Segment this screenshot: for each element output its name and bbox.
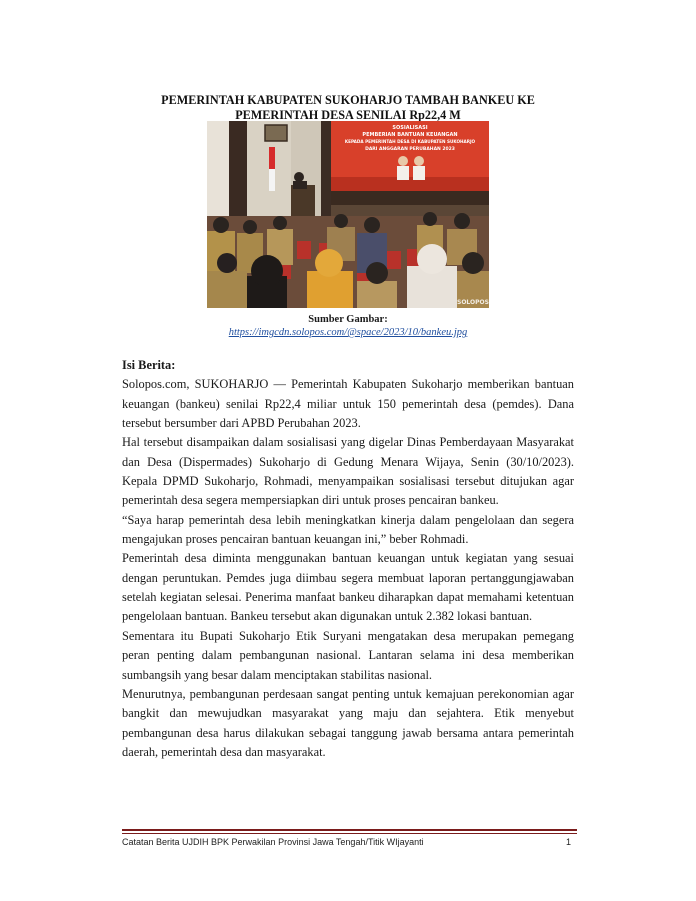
image-source-label: Sumber Gambar: bbox=[308, 314, 388, 325]
paragraph-2: Hal tersebut disampaikan dalam sosialisasi yang digelar Dinas Pemberdayaan Masyarakat dan Desa (Dispermades) Sukoharjo di Gedung Menara Wijaya, Senin (30/10/2023). Kepala DPMD Sukoharjo, Rohmadi, menyampaikan sosialisasi tersebut ditujukan agar pemerintah desa segera mempersiapkan diri untuk proses pencairan bankeu. bbox=[122, 435, 574, 508]
paragraph-3: “Saya harap pemerintah desa lebih meningkatkan kinerja dalam pengelolaan dan segera mengajukan proses pencairan bantuan keuangan ini,” beber Rohmadi. bbox=[122, 512, 574, 547]
banner-line-2: PEMBERIAN BANTUAN KEUANGAN bbox=[362, 132, 458, 138]
section-heading: Isi Berita: bbox=[122, 358, 176, 372]
banner-line-4: DARI ANGGARAN PERUBAHAN 2023 bbox=[365, 147, 455, 152]
banner-line-1: SOSIALISASI bbox=[392, 125, 428, 131]
article-title: PEMERINTAH KABUPATEN SUKOHARJO TAMBAH BANKEU KE PEMERINTAH DESA SENILAI Rp22,4 M bbox=[161, 93, 535, 122]
photo-watermark: SOLOPOS bbox=[457, 299, 489, 306]
paragraph-5: Sementara itu Bupati Sukoharjo Etik Suryani mengatakan desa merupakan pemegang peran penting dalam pembangunan nasional. Lantaran selama ini desa memberikan sumbangsih yang besar dalam menciptakan stabilitas nasional. bbox=[122, 628, 574, 682]
image-source-link[interactable]: https://imgcdn.solopos.com/@space/2023/10/bankeu.jpg bbox=[228, 327, 468, 338]
article-body bbox=[122, 356, 574, 762]
banner-line-3: KEPADA PEMERINTAH DESA DI KABUPATEN SUKOHARJO bbox=[344, 139, 476, 144]
paragraph-4: Pemerintah desa diminta menggunakan bantuan keuangan untuk kegiatan yang sesuai dengan peruntukan. Pemdes juga diimbau segera membuat laporan pertanggungjawaban setelah kegiatan selesai. Penerima manfaat bankeu diharapkan dapat memahami ketentuan pengelolaan bantuan. Bankeu tersebut akan digunakan untuk 2.382 lokasi bantuan. bbox=[122, 551, 574, 624]
footer-divider-thin bbox=[122, 833, 577, 834]
paragraph-6: Menurutnya, pembangunan perdesaan sangat penting untuk kemajuan perekonomian agar bangkit dan mewujudkan masyarakat yang maju dan sejahtera. Etik menyebut pembangunan desa harus dilakukan sebagai tanggung jawab bersama antara pemerintah daerah, pemerintah desa dan masyarakat. bbox=[122, 686, 574, 759]
footer-divider-thick bbox=[122, 829, 577, 831]
paragraph-1: Solopos.com, SUKOHARJO — Pemerintah Kabupaten Sukoharjo memberikan bantuan keuangan (bankeu) senilai Rp22,4 miliar untuk 150 pemerintah desa (pemdes). Dana tersebut bersumber dari APBD Perubahan 2023. bbox=[122, 377, 574, 431]
page-number: 1 bbox=[566, 837, 572, 847]
news-photo bbox=[207, 121, 489, 308]
footer-text: Catatan Berita UJDIH BPK Perwakilan Provinsi Jawa Tengah/Titik WIjayanti bbox=[122, 837, 424, 847]
